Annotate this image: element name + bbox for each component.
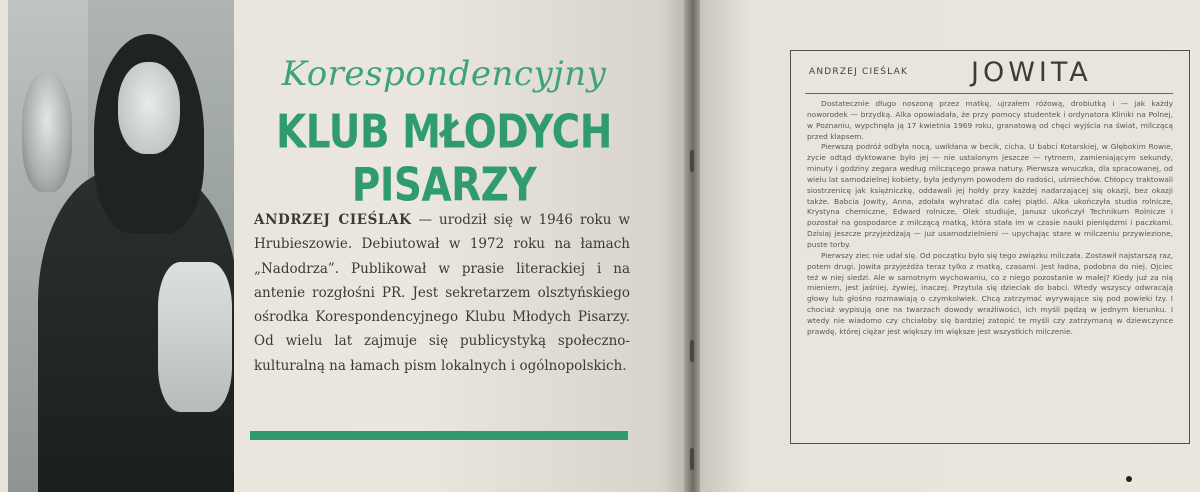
section-headline: KLUB MŁODYCH PISARZY — [276, 106, 612, 213]
clipping-title: JOWITA — [971, 57, 1092, 88]
title-block — [248, 54, 640, 213]
clipping-paragraph: Pierwszy ziec nie udał się. Od początku było się tego związku milczała. Zostawił najstarszą raz, potem drugi. Jowita przyjeżdża teraz tylko z matką, czasami. Jest ładna, podobna do niej. Ojciec też w niej siedzi. Ale w samotnym wychowaniu, co z niego pozostanie w małej? Kiedy już za nią mieniem, jest jaśniej, żywiej, inaczej. Przytula się dzieciak do babci. Wtedy wszyscy odwracają głowy lub głośno rozmawiają o czymkolwiek. Chcą zatrzymać wyrywające się pod powieki łzy. I chociaż wypisują one na twarzach dowody wrażliwości, ich myśli pędzą w jednym kierunku. I wtedy nie wiadomo czy chciałoby się bardziej zatopić te myśli czy zatrzymaną w dziewczynce prawdę, której ciężar jest większy im większe jest wszystkich milczenie. — [807, 250, 1173, 336]
photo-hands — [158, 262, 232, 412]
green-rule — [250, 431, 628, 440]
author-name: ANDRZEJ CIEŚLAK — [254, 212, 412, 228]
clipping-body — [807, 99, 1173, 338]
clipping-rule — [805, 93, 1173, 94]
page-mark-dot — [1126, 476, 1132, 482]
binding-stitch — [690, 340, 694, 362]
clipping-paragraph: Pierwszą podróż odbyła nocą, uwikłana w becik, cicha. U babci Kotarskiej, w Głębokim Rowie, życie odtąd dyktowane było jej — nie ustalonym jeszcze — rytmem, zamieniającym sekundy, minuty i godziny zegara według milczącego prawa natury. Pierwsza wnuczka, dla spracowanej, od wielu lat samodzielnej kobiety, była jedynym powodem do radości, uśmiechów. Chłopcy traktowali siostrzenicę jak księżniczkę, oddawali jej hołdy przy każdej nadarzającej się okazji, bez okazji także. Babcia Jowity, Anna, zdołała wyhratać dla całej piątki. Alka ukończyła studia rolnicze, Krystyna chemiczne, Edward rolnicze, Olek studiuje, Janusz ukończył Technikum Rolnicze i pozostał na gospodarce z milczącą matką, która stała im w czasie nauki pieniędzmi i paczkami. Dzisiaj jeszcze przyjeżdżają — już usamodzielnieni — upychając stare w milczeniu przywiezione, puste torby. — [807, 142, 1173, 249]
clipping-paragraph: Dostatecznie długo noszoną przez matkę, ujrzałem różową, drobiutką i — jak każdy noworodek — brzydką. Alka opowiadała, że przy pomocy studentek i ordynatora Kliniki na Polnej, w Poznaniu, wypchnęła ją 17 kwietnia 1969 roku, granatową od chęci wyjścia na świat, milczącą przed klapsem. — [807, 99, 1173, 141]
photo-face — [118, 62, 180, 154]
author-portrait-photo — [8, 0, 234, 492]
newspaper-clipping — [790, 50, 1190, 444]
section-kicker: Korespondencyjny — [281, 54, 607, 94]
binding-stitch — [690, 448, 694, 470]
author-bio — [254, 208, 630, 378]
author-bio-text: — urodził się w 1946 roku w Hrubieszowie. Debiutował w 1972 roku na łamach „Nadodrza”. Publikował w prasie literackiej i na antenie rozgłośni PR. Jest sekretarzem olsztyńskiego ośrodka Korespondencyjnego Klubu Młodych Pisarzy. Od wielu lat zajmuje się publicystyką społeczno-kulturalną na łamach pism lokalnych i ogólnopolskich. — [254, 212, 630, 374]
photo-mask-figure — [22, 72, 72, 192]
binding-stitch — [690, 150, 694, 172]
clipping-byline: ANDRZEJ CIEŚLAK — [809, 67, 909, 77]
